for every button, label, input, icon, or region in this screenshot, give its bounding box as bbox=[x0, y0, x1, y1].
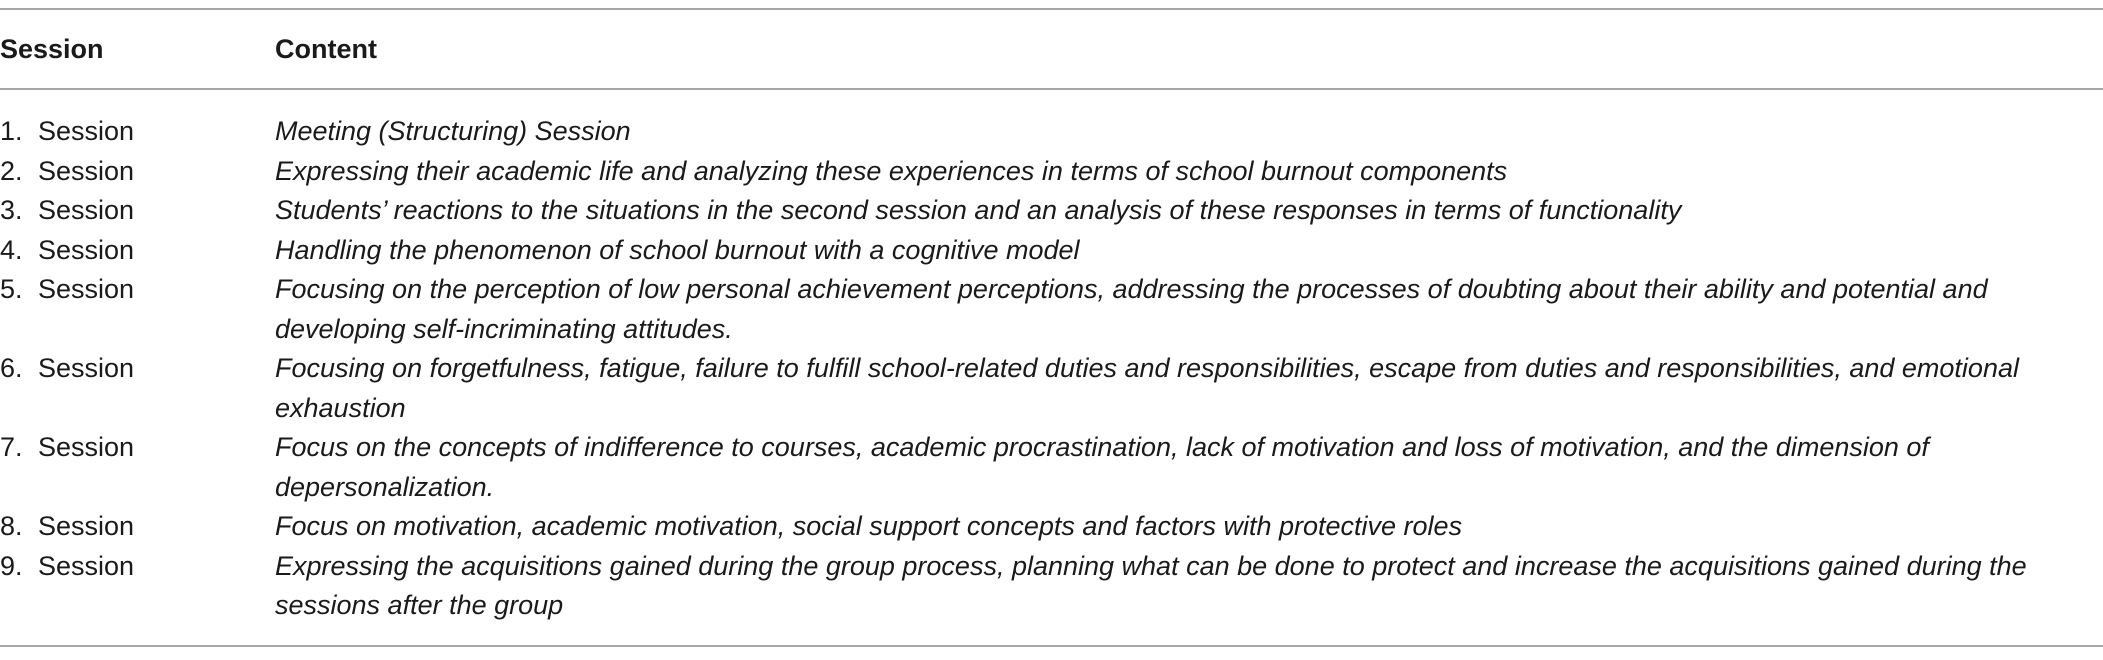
table-row bbox=[0, 270, 2103, 349]
table-row bbox=[0, 191, 2103, 231]
row-session-label: Session bbox=[38, 155, 135, 186]
row-session-label: Session bbox=[38, 550, 135, 581]
table-row bbox=[0, 231, 2103, 271]
table-row bbox=[0, 547, 2103, 626]
row-session-label: Session bbox=[38, 511, 135, 541]
table-row bbox=[0, 349, 2103, 428]
row-number: 4. bbox=[0, 234, 23, 265]
table-header-rule bbox=[0, 88, 2103, 90]
row-session-label: Session bbox=[38, 432, 135, 462]
row-content: Expressing the acquisitions gained during the group process, planning what can be done to protect and increase the acquisitions gained during the sessions after the group bbox=[275, 550, 2027, 620]
row-session-label: Session bbox=[38, 234, 135, 265]
row-content: Focus on motivation, academic motivation, social support concepts and factors with protective roles bbox=[275, 511, 1463, 541]
header-session: Session bbox=[0, 34, 104, 64]
row-number: 7. bbox=[0, 432, 23, 462]
row-number: 5. bbox=[0, 274, 23, 304]
row-content: Students’ reactions to the situations in the second session and an analysis of these responses in terms of functionality bbox=[275, 195, 1682, 225]
row-content: Handling the phenomenon of school burnout with a cognitive model bbox=[275, 234, 1080, 265]
row-number: 1. bbox=[0, 116, 23, 146]
row-content: Focusing on the perception of low personal achievement perceptions, addressing the processes of doubting about their ability and potential and developing self-incriminating attitudes. bbox=[275, 274, 1988, 344]
header-content: Content bbox=[275, 34, 377, 64]
row-number: 6. bbox=[0, 353, 23, 383]
table-row bbox=[0, 152, 2103, 192]
table-header bbox=[0, 34, 2103, 64]
row-number: 3. bbox=[0, 195, 23, 225]
row-content: Meeting (Structuring) Session bbox=[275, 116, 631, 146]
table-bottom-rule bbox=[0, 645, 2103, 647]
row-content: Expressing their academic life and analyzing these experiences in terms of school burnout components bbox=[275, 155, 1508, 186]
row-number: 8. bbox=[0, 511, 23, 541]
table-row bbox=[0, 112, 2103, 152]
table-row bbox=[0, 428, 2103, 507]
table-top-rule bbox=[0, 8, 2103, 10]
table-row bbox=[0, 507, 2103, 547]
table-body bbox=[0, 112, 2103, 626]
row-session-label: Session bbox=[38, 195, 135, 225]
row-session-label: Session bbox=[38, 116, 135, 146]
row-number: 9. bbox=[0, 550, 23, 581]
row-content: Focusing on forgetfulness, fatigue, failure to fulfill school-related duties and responsibilities, escape from duties and responsibilities, and emotional exhaustion bbox=[275, 353, 2019, 423]
row-content: Focus on the concepts of indifference to courses, academic procrastination, lack of motivation and loss of motivation, and the dimension of depersonalization. bbox=[275, 432, 1929, 502]
row-number: 2. bbox=[0, 155, 23, 186]
row-session-label: Session bbox=[38, 274, 135, 304]
row-session-label: Session bbox=[38, 353, 135, 383]
